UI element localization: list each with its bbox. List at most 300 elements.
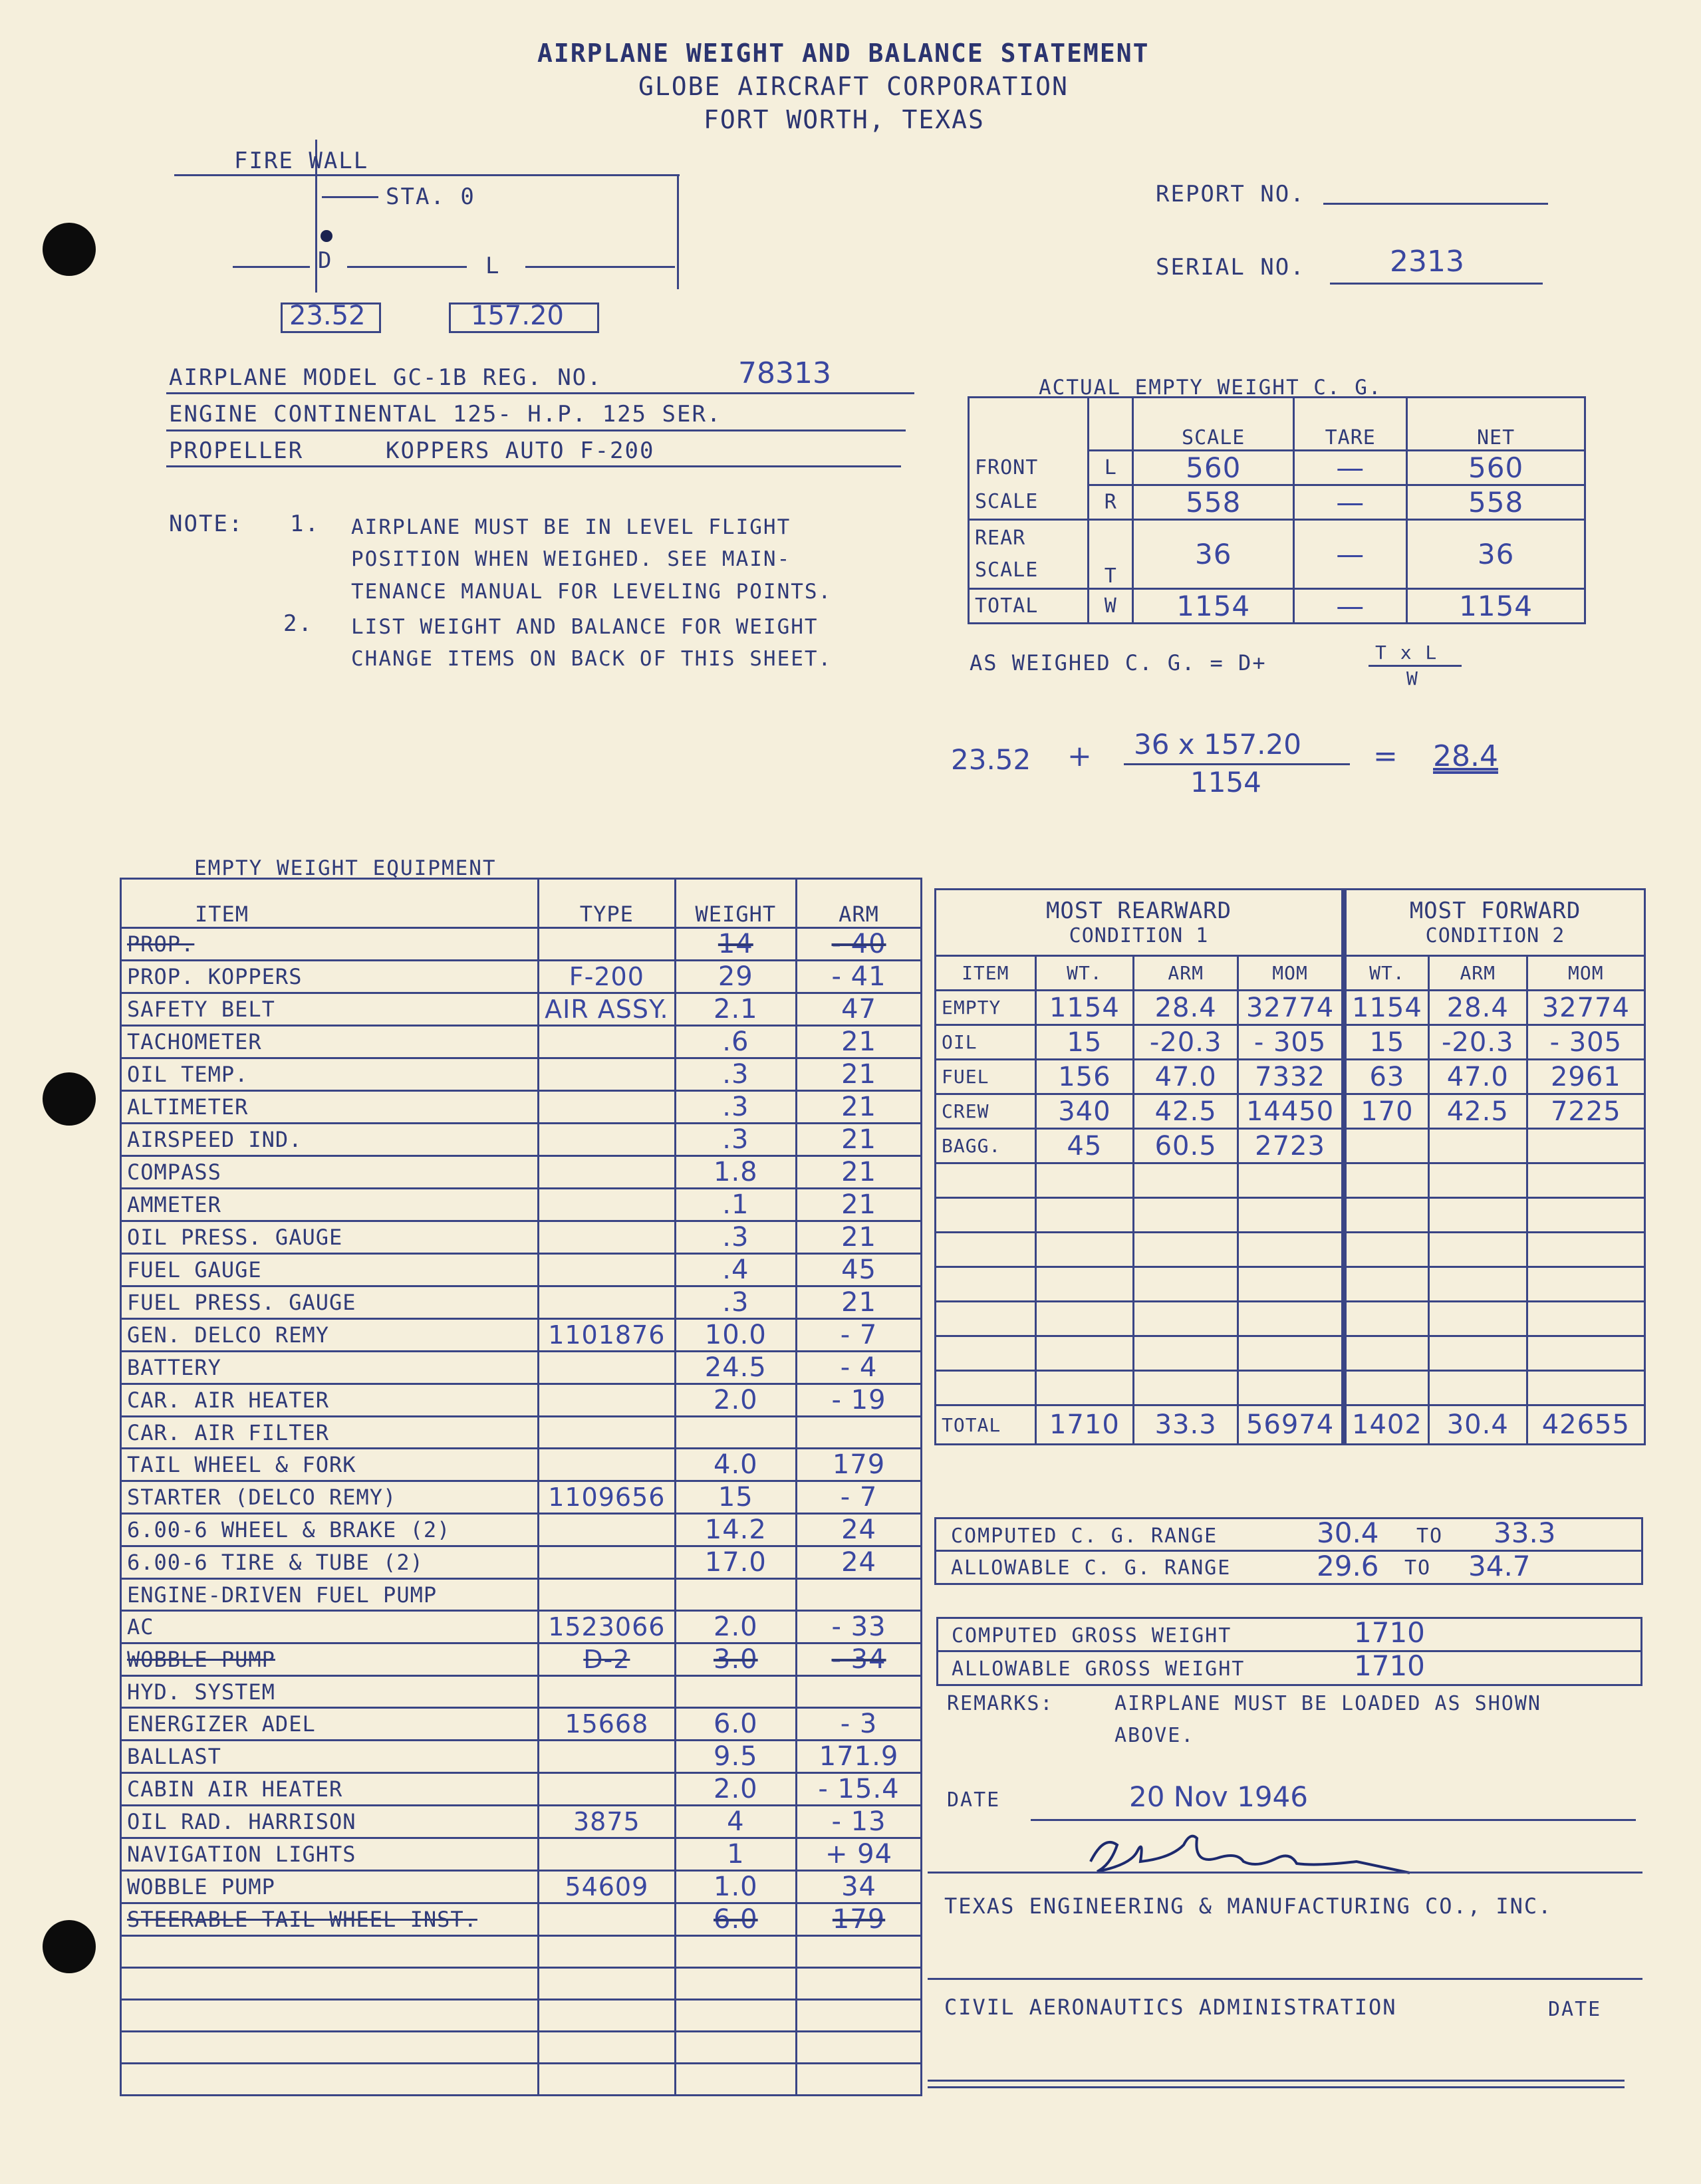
note-1-number: 1.	[290, 511, 320, 537]
rear-scale-label: REAR SCALE	[969, 520, 1089, 589]
load-arm1: 28.4	[1134, 991, 1238, 1025]
equip-type: 1101876	[539, 1319, 676, 1352]
load-header-arm2: ARM	[1428, 956, 1527, 991]
cg-range-box	[934, 1517, 1643, 1585]
load-item: TOTAL	[936, 1405, 1036, 1445]
condition-1-label: CONDITION 1	[1069, 924, 1209, 947]
load-arm1	[1134, 1233, 1238, 1267]
equip-arm: 34	[797, 1871, 922, 1903]
equip-type: F-200	[539, 961, 676, 993]
table-row	[121, 1968, 922, 2000]
equip-type	[539, 1676, 676, 1708]
load-wt1	[1035, 1233, 1134, 1267]
equip-type	[539, 1741, 676, 1773]
rear-code-t: T	[1089, 520, 1133, 589]
registration-value: 78313	[738, 356, 831, 390]
loading-total-row	[936, 1405, 1645, 1445]
load-arm2	[1428, 1371, 1527, 1405]
form-title: AIRPLANE WEIGHT AND BALANCE STATEMENT	[537, 39, 1150, 68]
equip-arm	[797, 1968, 922, 2000]
front-code-r: R	[1089, 485, 1133, 520]
load-item	[936, 1371, 1036, 1405]
load-arm2	[1428, 1302, 1527, 1336]
equip-weight: 1	[675, 1838, 796, 1871]
company-signoff: TEXAS ENGINEERING & MANUFACTURING CO., INC.	[944, 1893, 1553, 1919]
col-net: NET	[1407, 398, 1585, 451]
equip-weight: 6.0	[675, 1708, 796, 1741]
equipment-table	[120, 878, 922, 2096]
load-header-mom1: MOM	[1238, 956, 1344, 991]
equipment-title: EMPTY WEIGHT EQUIPMENT	[194, 856, 497, 880]
equip-weight: .3	[675, 1286, 796, 1319]
equip-weight: .3	[675, 1124, 796, 1156]
serial-no-field[interactable]	[1330, 283, 1543, 285]
table-row	[936, 1025, 1645, 1060]
load-mom2	[1527, 1129, 1644, 1163]
station-label: STA. 0	[386, 183, 475, 210]
load-arm1	[1134, 1163, 1238, 1198]
load-item	[936, 1163, 1036, 1198]
computed-cg-to: 33.3	[1494, 1517, 1556, 1549]
table-row	[121, 1806, 922, 1838]
equip-weight: .4	[675, 1254, 796, 1286]
load-arm2: 47.0	[1428, 1060, 1527, 1094]
table-row	[936, 1267, 1645, 1302]
col-scale: SCALE	[1133, 398, 1294, 451]
equip-item: AMMETER	[121, 1189, 539, 1221]
table-row	[121, 1449, 922, 1481]
equip-weight	[675, 2000, 796, 2032]
load-item	[936, 1198, 1036, 1233]
load-arm1	[1134, 1302, 1238, 1336]
load-mom2: 32774	[1527, 991, 1644, 1025]
equip-type: 1523066	[539, 1611, 676, 1643]
table-row	[936, 1302, 1645, 1336]
d-value-box	[281, 303, 381, 333]
load-mom2: 7225	[1527, 1094, 1644, 1129]
front-code-l: L	[1089, 451, 1133, 485]
as-weighed-formula: AS WEIGHED C. G. = D+	[970, 650, 1267, 675]
equip-weight: 4.0	[675, 1449, 796, 1481]
equip-item	[121, 1968, 539, 2000]
table-row	[936, 1233, 1645, 1267]
actual-empty-table	[968, 396, 1586, 624]
table-row	[121, 1091, 922, 1124]
load-wt1: 1710	[1035, 1405, 1134, 1445]
note-2-number: 2.	[283, 610, 313, 637]
equip-item: BATTERY	[121, 1352, 539, 1384]
equip-item: TACHOMETER	[121, 1026, 539, 1058]
table-row	[936, 991, 1645, 1025]
load-mom2	[1527, 1336, 1644, 1371]
equip-item: NAVIGATION LIGHTS	[121, 1838, 539, 1871]
d-value: 23.52	[289, 301, 366, 331]
load-arm2	[1428, 1267, 1527, 1302]
equip-arm: 45	[797, 1254, 922, 1286]
note-1-line-3: TENANCE MANUAL FOR LEVELING POINTS.	[351, 580, 833, 604]
load-arm1: -20.3	[1134, 1025, 1238, 1060]
date-label: DATE	[947, 1788, 1001, 1812]
load-arm2	[1428, 1129, 1527, 1163]
equip-weight	[675, 1968, 796, 2000]
equip-weight: .3	[675, 1058, 796, 1091]
equip-arm: - 15.4	[797, 1773, 922, 1806]
load-mom2	[1527, 1163, 1644, 1198]
total-scale-value: 1154	[1133, 589, 1294, 624]
table-row	[121, 1286, 922, 1319]
equip-type	[539, 1384, 676, 1417]
table-row	[121, 928, 922, 961]
load-arm1: 47.0	[1134, 1060, 1238, 1094]
equip-type	[539, 1838, 676, 1871]
equip-item: 6.00-6 WHEEL & BRAKE (2)	[121, 1514, 539, 1546]
computed-gross-value: 1710	[1354, 1616, 1425, 1649]
equip-header-arm: ARM	[797, 879, 922, 928]
load-arm2	[1428, 1198, 1527, 1233]
load-wt1: 156	[1035, 1060, 1134, 1094]
table-row	[121, 1643, 922, 1676]
equip-item: CABIN AIR HEATER	[121, 1773, 539, 1806]
computed-cg-from: 30.4	[1317, 1517, 1379, 1549]
actual-empty-title: ACTUAL EMPTY WEIGHT C. G.	[1039, 376, 1382, 400]
load-mom1: 2723	[1238, 1129, 1344, 1163]
punch-hole-top	[43, 223, 96, 276]
equip-arm: - 40	[797, 928, 922, 961]
load-wt2: 63	[1344, 1060, 1428, 1094]
table-row	[121, 1676, 922, 1708]
equip-type	[539, 1579, 676, 1611]
equip-weight	[675, 2032, 796, 2064]
table-row	[121, 1708, 922, 1741]
equip-weight	[675, 2064, 796, 2096]
equip-item: PROP. KOPPERS	[121, 961, 539, 993]
equip-item	[121, 1936, 539, 1968]
equip-arm	[797, 1417, 922, 1449]
equip-item: BALLAST	[121, 1741, 539, 1773]
equip-item: SAFETY BELT	[121, 993, 539, 1026]
equip-item: WOBBLE PUMP	[121, 1871, 539, 1903]
equip-arm: - 3	[797, 1708, 922, 1741]
load-item: BAGG.	[936, 1129, 1036, 1163]
equip-arm	[797, 2000, 922, 2032]
load-wt2	[1344, 1233, 1428, 1267]
equip-arm	[797, 2064, 922, 2096]
front-l-net: 560	[1407, 451, 1585, 485]
note-1-line-2: POSITION WHEN WEIGHED. SEE MAIN-	[351, 547, 791, 571]
equip-item	[121, 2032, 539, 2064]
equip-item: STARTER (DELCO REMY)	[121, 1481, 539, 1514]
equip-header-item: ITEM	[121, 879, 539, 928]
l-label: L	[485, 253, 501, 279]
equip-arm: 47	[797, 993, 922, 1026]
load-mom1: 7332	[1238, 1060, 1344, 1094]
punch-hole-middle	[43, 1072, 96, 1126]
equip-item: CAR. AIR FILTER	[121, 1417, 539, 1449]
load-arm2: 30.4	[1428, 1405, 1527, 1445]
equip-weight: .3	[675, 1221, 796, 1254]
load-arm2	[1428, 1233, 1527, 1267]
equip-item: ALTIMETER	[121, 1091, 539, 1124]
load-mom2	[1527, 1198, 1644, 1233]
table-row	[121, 1903, 922, 1936]
equip-weight: 2.0	[675, 1611, 796, 1643]
load-item	[936, 1336, 1036, 1371]
equip-item	[121, 2064, 539, 2096]
load-mom1	[1238, 1163, 1344, 1198]
load-wt1	[1035, 1371, 1134, 1405]
load-wt2: 15	[1344, 1025, 1428, 1060]
load-wt1	[1035, 1267, 1134, 1302]
equip-arm: - 33	[797, 1611, 922, 1643]
rear-scale-value: 36	[1133, 520, 1294, 589]
total-net-value: 1154	[1407, 589, 1585, 624]
equip-item: PROP.	[121, 928, 539, 961]
load-wt2	[1344, 1198, 1428, 1233]
load-mom2	[1527, 1302, 1644, 1336]
load-arm1: 42.5	[1134, 1094, 1238, 1129]
equip-weight: 15	[675, 1481, 796, 1514]
equip-type	[539, 1546, 676, 1579]
equip-item: 6.00-6 TIRE & TUBE (2)	[121, 1546, 539, 1579]
equip-arm: 21	[797, 1091, 922, 1124]
front-l-scale: 560	[1133, 451, 1294, 485]
equip-arm	[797, 2032, 922, 2064]
load-mom1: 56974	[1238, 1405, 1344, 1445]
equip-arm: - 41	[797, 961, 922, 993]
equip-type	[539, 2032, 676, 2064]
load-mom1: 32774	[1238, 991, 1344, 1025]
load-wt2	[1344, 1302, 1428, 1336]
equip-weight: 2.1	[675, 993, 796, 1026]
equip-type	[539, 1221, 676, 1254]
total-tare-value: —	[1294, 589, 1407, 624]
equip-weight	[675, 1676, 796, 1708]
load-arm2	[1428, 1163, 1527, 1198]
load-mom1	[1238, 1233, 1344, 1267]
equip-arm: 21	[797, 1221, 922, 1254]
equip-arm: - 7	[797, 1319, 922, 1352]
table-row	[121, 1741, 922, 1773]
equip-type: 54609	[539, 1871, 676, 1903]
equip-type	[539, 1091, 676, 1124]
equip-type	[539, 1058, 676, 1091]
table-row	[121, 1838, 922, 1871]
table-row	[121, 1319, 922, 1352]
computed-cg-to-word: TO	[1416, 1524, 1444, 1548]
equip-type	[539, 1286, 676, 1319]
equip-header-weight: WEIGHT	[675, 879, 796, 928]
table-row	[936, 1060, 1645, 1094]
equip-item: ENGINE-DRIVEN FUEL PUMP	[121, 1579, 539, 1611]
equip-weight: 14.2	[675, 1514, 796, 1546]
load-arm1	[1134, 1267, 1238, 1302]
calc-denominator: 1154	[1190, 766, 1261, 798]
load-header-wt2: WT.	[1344, 956, 1428, 991]
equip-weight	[675, 1579, 796, 1611]
load-header-arm1: ARM	[1134, 956, 1238, 991]
equip-item: WOBBLE PUMP	[121, 1643, 539, 1676]
note-2-line-1: LIST WEIGHT AND BALANCE FOR WEIGHT	[351, 615, 819, 639]
load-item	[936, 1267, 1036, 1302]
gross-weight-box	[936, 1617, 1642, 1686]
load-header-wt1: WT.	[1035, 956, 1134, 991]
equip-type	[539, 1026, 676, 1058]
equip-type	[539, 1189, 676, 1221]
front-l-tare: —	[1294, 451, 1407, 485]
load-item	[936, 1233, 1036, 1267]
equip-arm: - 34	[797, 1643, 922, 1676]
table-row	[121, 1611, 922, 1643]
remarks-line-2: ABOVE.	[1114, 1724, 1195, 1747]
equip-weight: 4	[675, 1806, 796, 1838]
report-no-label: REPORT NO.	[1156, 181, 1305, 207]
load-mom2: - 305	[1527, 1025, 1644, 1060]
equip-arm	[797, 1936, 922, 1968]
equip-arm: 179	[797, 1903, 922, 1936]
table-row	[121, 1254, 922, 1286]
table-row	[121, 2064, 922, 2096]
front-r-scale: 558	[1133, 485, 1294, 520]
load-wt1: 1154	[1035, 991, 1134, 1025]
load-item: CREW	[936, 1094, 1036, 1129]
d-label: D	[318, 247, 333, 274]
firewall-label: FIRE WALL	[234, 148, 369, 174]
equip-item: HYD. SYSTEM	[121, 1676, 539, 1708]
company-location: FORT WORTH, TEXAS	[704, 105, 985, 134]
table-row	[121, 1156, 922, 1189]
equip-item: CAR. AIR HEATER	[121, 1384, 539, 1417]
load-arm1: 33.3	[1134, 1405, 1238, 1445]
equip-item: TAIL WHEEL & FORK	[121, 1449, 539, 1481]
table-row	[936, 1336, 1645, 1371]
note-1-line-1: AIRPLANE MUST BE IN LEVEL FLIGHT	[351, 515, 791, 539]
table-row	[121, 993, 922, 1026]
equip-weight: 14	[675, 928, 796, 961]
load-header-mom2: MOM	[1527, 956, 1644, 991]
front-r-net: 558	[1407, 485, 1585, 520]
load-mom1: - 305	[1238, 1025, 1344, 1060]
condition-2-label: CONDITION 2	[1425, 924, 1565, 947]
equip-arm: - 7	[797, 1481, 922, 1514]
formula-denominator: W	[1406, 667, 1419, 689]
propeller-value: KOPPERS AUTO F-200	[386, 437, 655, 464]
front-label: FRONT	[969, 451, 1089, 485]
equip-type	[539, 1254, 676, 1286]
load-mom1	[1238, 1198, 1344, 1233]
equip-item: STEERABLE TAIL WHEEL INST.	[121, 1903, 539, 1936]
allowable-cg-to-word: TO	[1404, 1556, 1432, 1580]
table-row	[121, 1384, 922, 1417]
equip-arm: - 13	[797, 1806, 922, 1838]
equip-type	[539, 1417, 676, 1449]
equip-arm: 24	[797, 1546, 922, 1579]
allowable-gross-value: 1710	[1354, 1649, 1425, 1682]
equip-arm: 21	[797, 1286, 922, 1319]
load-wt1	[1035, 1198, 1134, 1233]
load-arm2: -20.3	[1428, 1025, 1527, 1060]
equip-type	[539, 1968, 676, 2000]
table-row	[121, 1026, 922, 1058]
table-row	[121, 961, 922, 993]
load-wt1	[1035, 1336, 1134, 1371]
equip-arm: 21	[797, 1124, 922, 1156]
equip-type	[539, 1514, 676, 1546]
table-row	[936, 1198, 1645, 1233]
equip-type: 1109656	[539, 1481, 676, 1514]
equip-arm: 21	[797, 1156, 922, 1189]
load-header-item: ITEM	[936, 956, 1036, 991]
computed-gross-label: COMPUTED GROSS WEIGHT	[952, 1624, 1232, 1647]
load-mom1: 14450	[1238, 1094, 1344, 1129]
load-mom1	[1238, 1302, 1344, 1336]
report-no-field[interactable]	[1323, 203, 1548, 205]
table-row	[121, 1481, 922, 1514]
table-row	[936, 1371, 1645, 1405]
load-mom1	[1238, 1371, 1344, 1405]
most-forward-title: MOST FORWARD	[1409, 898, 1581, 924]
table-row	[121, 1352, 922, 1384]
equip-item: COMPASS	[121, 1156, 539, 1189]
equip-type: AIR ASSY.	[539, 993, 676, 1026]
table-row	[936, 1129, 1645, 1163]
table-row	[121, 1417, 922, 1449]
l-value: 157.20	[471, 301, 564, 331]
load-mom2	[1527, 1267, 1644, 1302]
table-row	[121, 1936, 922, 1968]
total-code-w: W	[1089, 589, 1133, 624]
calc-result: 28.4	[1433, 739, 1498, 773]
load-mom2: 42655	[1527, 1405, 1644, 1445]
equip-weight	[675, 1417, 796, 1449]
load-wt1	[1035, 1302, 1134, 1336]
l-value-box	[449, 303, 599, 333]
equip-arm: - 4	[797, 1352, 922, 1384]
table-row	[121, 2000, 922, 2032]
equip-item: FUEL PRESS. GAUGE	[121, 1286, 539, 1319]
equip-weight: .3	[675, 1091, 796, 1124]
load-arm2: 42.5	[1428, 1094, 1527, 1129]
equip-type	[539, 2000, 676, 2032]
equip-item: FUEL GAUGE	[121, 1254, 539, 1286]
equip-arm: 21	[797, 1189, 922, 1221]
equip-arm: 24	[797, 1514, 922, 1546]
equip-item: OIL TEMP.	[121, 1058, 539, 1091]
note-label: NOTE:	[169, 511, 244, 537]
load-mom1	[1238, 1336, 1344, 1371]
most-rearward-title: MOST REARWARD	[1045, 898, 1232, 924]
equip-weight: 10.0	[675, 1319, 796, 1352]
load-arm1	[1134, 1371, 1238, 1405]
table-row	[121, 1546, 922, 1579]
note-2-line-2: CHANGE ITEMS ON BACK OF THIS SHEET.	[351, 647, 833, 671]
load-wt2: 1402	[1344, 1405, 1428, 1445]
load-item: EMPTY	[936, 991, 1036, 1025]
table-row	[936, 1163, 1645, 1198]
load-arm2: 28.4	[1428, 991, 1527, 1025]
load-item	[936, 1302, 1036, 1336]
equip-weight: 24.5	[675, 1352, 796, 1384]
equip-weight: 29	[675, 961, 796, 993]
signature	[1077, 1825, 1423, 1885]
equip-weight: 9.5	[675, 1741, 796, 1773]
caa-date-label: DATE	[1548, 1998, 1602, 2021]
equip-arm: 21	[797, 1026, 922, 1058]
equip-type	[539, 928, 676, 961]
load-wt1	[1035, 1163, 1134, 1198]
load-arm1	[1134, 1336, 1238, 1371]
formula-numerator: T x L	[1375, 642, 1438, 664]
calc-plus: +	[1067, 739, 1092, 773]
